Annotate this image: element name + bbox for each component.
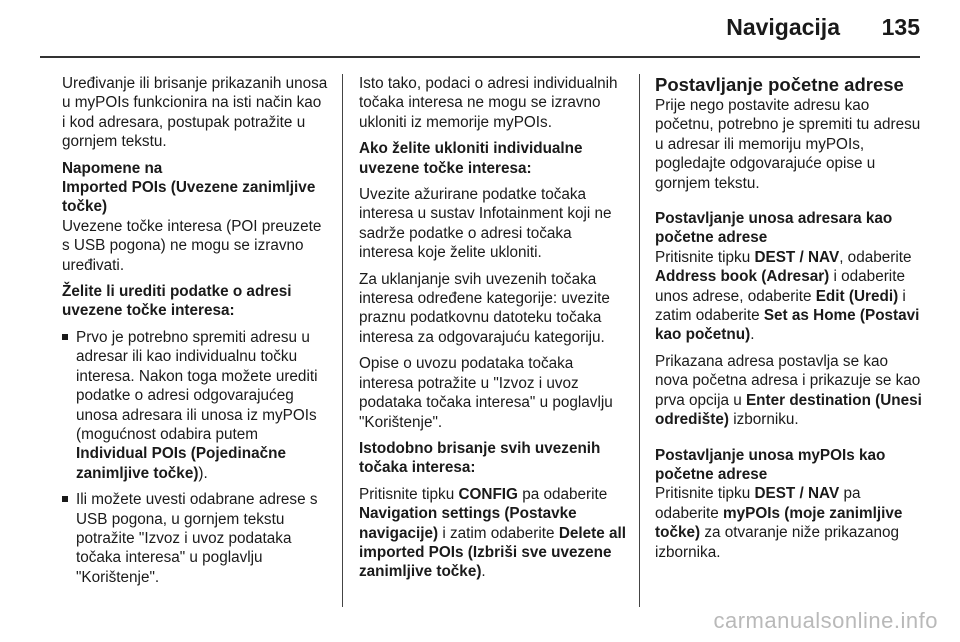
column-3 (655, 74, 925, 569)
paragraph: Pritisnite tipku DEST / NAV, odaberite Address book (Adresar) i odaberite unos adrese, odaberite Edit (Uredi) i zatim odaberite Set as Home (Postavi kao početnu). (655, 248, 920, 344)
paragraph: Opise o uvozu podataka točaka interesa potražite u "Izvoz i uvoz podataka točaka interesa" u poglavlju "Korištenje". (359, 355, 613, 431)
enter-destination-label: Enter destination (Unesi odredište) (655, 391, 922, 429)
config-key-label: CONFIG (458, 485, 518, 503)
paragraph: Za uklanjanje svih uvezenih točaka interesa određene kategorije: uvezite praznu podatkovnu datoteku točaka interesa za odgovarajuću kategoriju. (359, 270, 610, 346)
subheading: Želite li urediti podatke o adresi uvezene točke interesa: (62, 283, 292, 320)
bullet-icon (62, 334, 68, 340)
section-heading: Postavljanje početne adrese (655, 74, 904, 95)
paragraph: Uvezite ažurirane podatke točaka interesa u sustav Infotainment koji ne sadrže podatke o adresi točaka interesa koje želite ukloniti. (359, 186, 612, 262)
list-item (62, 490, 328, 587)
watermark: carmanualsonline.info (713, 608, 938, 633)
paragraph: Pritisnite tipku DEST / NAV pa odaberite myPOIs (moje zanimljive točke) za otvaranje niže prikazanog izbornika. (655, 485, 903, 561)
paragraph: Prije nego postavite adresu kao početnu, potrebno je spremiti tu adresu u adresar ili memoriju myPOIs, pogledajte odgovarajuće opise u gornjem tekstu. (655, 97, 921, 192)
edit-label: Edit (Uredi) (815, 287, 899, 305)
page-number: 135 (881, 14, 920, 40)
list-item-text: Prvo je potrebno spremiti adresu u adresar ili kao individualnu točku interesa. Nakon toga možete urediti podatke o adresi odgovarajućeg unosa adresara ili unosa iz myPOIs (mogućnost odabira putem (76, 328, 318, 443)
list-item-text: Ili možete uvesti odabrane adrese s USB pogona, u gornjem tekstu potražite "Izvoz i uvoz podataka točaka interesa" u poglavlju "Korištenje". (76, 491, 318, 586)
paragraph: Prikazana adresa postavlja se kao nova početna adresa i prikazuje se kao prva opcija u Enter destination (Unesi odredište) izborniku. (655, 352, 922, 429)
bullet-icon (62, 496, 68, 502)
page-header (0, 0, 960, 48)
column-2 (359, 74, 627, 589)
subheading: Postavljanje unosa myPOIs kao početne adrese (655, 446, 886, 483)
header-rule (40, 56, 920, 58)
note-heading-line2: Imported POIs (Uvezene zanimljive točke) (62, 179, 316, 216)
paragraph: Isto tako, podaci o adresi individualnih točaka interesa ne mogu se izravno ukloniti iz memorije myPOIs. (359, 75, 618, 131)
list-item (62, 328, 328, 483)
note-heading (62, 159, 328, 217)
paragraph: Uvezene točke interesa (POI preuzete s USB pogona) ne mogu se izravno uređivati. (62, 217, 322, 274)
dest-nav-key-label: DEST / NAV (754, 485, 840, 503)
navigation-settings-label: Navigation settings (Postavke navigacije) (359, 505, 577, 542)
subheading: Istodobno brisanje svih uvezenih točaka interesa: (359, 439, 601, 477)
column-divider-2 (639, 74, 640, 607)
delete-pois-label: Delete all imported POIs (Izbriši sve uvezene zanimljive točke) (359, 524, 626, 581)
list-item-bold: Individual POIs (Pojedinačne zanimljive točke) (76, 445, 286, 482)
subheading: Ako želite ukloniti individualne uvezene točke interesa: (359, 140, 583, 177)
list-item-end: ). (198, 464, 208, 482)
paragraph: Uređivanje ili brisanje prikazanih unosa u myPOIs funkcionira na isti način kao i kod adresara, postupak potražite u gornjem tekstu. (62, 75, 328, 151)
set-as-home-label: Set as Home (Postavi kao početnu) (655, 307, 920, 344)
column-divider-1 (342, 74, 343, 607)
address-book-label: Address book (Adresar) (655, 268, 830, 286)
paragraph: Pritisnite tipku CONFIG pa odaberite Navigation settings (Postavke navigacije) i zatim odaberite Delete all imported POIs (Izbriši sve uvezene zanimljive točke). (359, 485, 626, 581)
column-1 (62, 74, 328, 594)
subheading: Postavljanje unosa adresara kao početne adrese (655, 210, 893, 247)
dest-nav-key-label: DEST / NAV (754, 248, 840, 266)
mypois-label: myPOIs (moje zanimljive točke) (655, 504, 903, 542)
bullet-list (62, 328, 328, 587)
note-heading-line1: Napomene na (62, 159, 163, 177)
section-title: Navigacija (726, 14, 840, 40)
